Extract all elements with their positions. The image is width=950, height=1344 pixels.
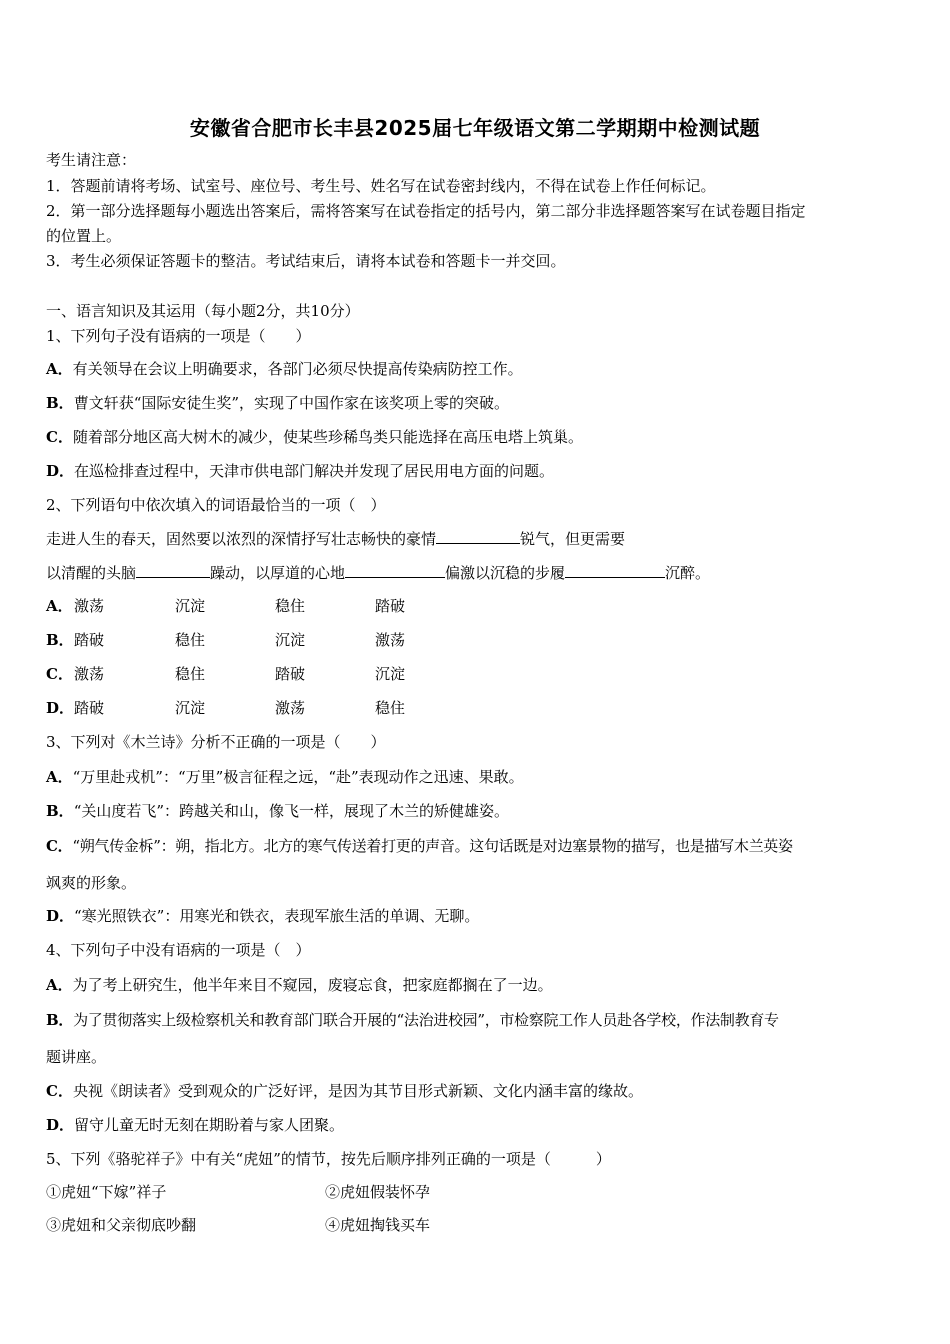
question-5-stem: 5、下列《骆驼祥子》中有关“虎妞”的情节，按先后顺序排列正确的一项是（ ） <box>46 1150 611 1168</box>
passage-text: 走进人生的春天，固然要以浓烈的深情抒写壮志畅快的豪情 <box>46 530 437 548</box>
question-1-option-d <box>46 461 554 481</box>
notice-heading: 考生请注意： <box>46 151 137 169</box>
option-label: C． <box>46 428 73 446</box>
option-word: 激荡 <box>275 699 306 717</box>
option-word: 激荡 <box>74 665 105 683</box>
option-word: 稳住 <box>275 597 306 615</box>
option-word: 沉淀 <box>375 665 406 683</box>
passage-text: 躁动，以厚道的心地 <box>210 564 346 582</box>
option-word: 沉淀 <box>175 699 206 717</box>
question-1-option-b <box>46 393 509 413</box>
fill-blank <box>436 529 520 544</box>
option-word: 沉淀 <box>275 631 306 649</box>
option-word: 踏破 <box>275 665 306 683</box>
question-2-option-b-label: B． <box>46 631 74 649</box>
fill-blank <box>136 563 210 578</box>
option-text: 央视《朗读者》受到观众的广泛好评，是因为其节目形式新颖、文化内涵丰富的缘故。 <box>72 1082 643 1100</box>
question-1-option-a <box>46 359 523 379</box>
question-1-option-c <box>46 427 583 447</box>
question-5-item-1: ①虎妞“下嫁”祥子 <box>46 1183 167 1201</box>
option-text: 有关领导在会议上明确要求，各部门必须尽快提高传染病防控工作。 <box>72 360 523 378</box>
question-2-passage-line-1 <box>46 529 625 549</box>
question-3-option-a <box>46 767 524 787</box>
passage-text: 沉醉。 <box>665 564 711 582</box>
option-word: 踏破 <box>375 597 406 615</box>
option-word: 激荡 <box>74 597 105 615</box>
option-label: C． <box>46 837 73 855</box>
option-text: 留守儿童无时无刻在期盼着与家人团聚。 <box>74 1116 345 1134</box>
option-label: A． <box>46 976 73 994</box>
question-2-stem: 2、下列语句中依次填入的词语最恰当的一项（ ） <box>46 496 386 514</box>
notice-item-3: 3．考生必须保证答题卡的整洁。考试结束后，请将本试卷和答题卡一并交回。 <box>46 252 566 270</box>
question-4-option-c <box>46 1081 643 1101</box>
option-label: D． <box>46 462 75 480</box>
section-heading: 一、语言知识及其运用（每小题2分，共10分） <box>46 302 360 320</box>
question-3-option-c-cont: 飒爽的形象。 <box>46 874 137 892</box>
question-2-option-c-label: C． <box>46 665 73 683</box>
option-label: B． <box>46 802 74 820</box>
question-4-stem: 4、下列句子中没有语病的一项是（ ） <box>46 941 311 959</box>
passage-text: 偏激以沉稳的步履 <box>445 564 566 582</box>
notice-item-2: 2．第一部分选择题每小题选出答案后，需将答案写在试卷指定的括号内，第二部分非选择题答案写在试卷题目指定 <box>46 202 806 220</box>
option-text: 曹文轩获“国际安徒生奖”，实现了中国作家在该奖项上零的突破。 <box>73 394 510 412</box>
option-text: 在巡检排查过程中，天津市供电部门解决并发现了居民用电方面的问题。 <box>74 462 555 480</box>
option-label: B． <box>46 394 74 412</box>
option-word: 稳住 <box>375 699 406 717</box>
option-word: 踏破 <box>74 699 105 717</box>
question-2-option-a-label: A． <box>46 597 73 615</box>
option-label: C． <box>46 1082 73 1100</box>
question-4-option-b <box>46 1010 779 1030</box>
question-2-option-d-label: D． <box>46 699 75 717</box>
option-word: 稳住 <box>175 665 206 683</box>
option-word: 沉淀 <box>175 597 206 615</box>
question-4-option-a <box>46 975 553 995</box>
question-1-stem: 1、下列句子没有语病的一项是（ ） <box>46 327 311 345</box>
passage-text: 锐气，但更需要 <box>520 530 626 548</box>
notice-item-1: 1．答题前请将考场、试室号、座位号、考生号、姓名写在试卷密封线内，不得在试卷上作任何标记。 <box>46 177 716 195</box>
option-label: A． <box>46 768 73 786</box>
question-4-option-d <box>46 1115 344 1135</box>
notice-item-2-cont: 的位置上。 <box>46 227 122 245</box>
question-2-passage-line-2 <box>46 563 710 583</box>
question-4-option-b-cont: 题讲座。 <box>46 1048 107 1066</box>
fill-blank <box>345 563 445 578</box>
question-3-option-d <box>46 906 479 926</box>
option-word: 激荡 <box>375 631 406 649</box>
option-label: D． <box>46 1116 75 1134</box>
option-text: 为了贯彻落实上级检察机关和教育部门联合开展的“法治进校园”，市检察院工作人员赴各学校，作法制教育专 <box>73 1011 779 1029</box>
question-5-item-2: ②虎妞假装怀孕 <box>325 1183 431 1201</box>
page-title: 安徽省合肥市长丰县2025届七年级语文第二学期期中检测试题 <box>189 116 761 140</box>
option-text: “万里赴戎机”：“万里”极言征程之远，“赴”表现动作之迅速、果敢。 <box>72 768 524 786</box>
option-text: “朔气传金柝”：朔，指北方。北方的寒气传送着打更的声音。这句话既是对边塞景物的描写，也是描写木兰英姿 <box>72 837 793 855</box>
option-label: D． <box>46 907 75 925</box>
option-word: 稳住 <box>175 631 206 649</box>
fill-blank <box>565 563 665 578</box>
option-label: A． <box>46 360 73 378</box>
option-text: “寒光照铁衣”：用寒光和铁衣，表现军旅生活的单调、无聊。 <box>74 907 480 925</box>
option-text: 为了考上研究生，他半年来目不窥园，废寝忘食，把家庭都搁在了一边。 <box>72 976 553 994</box>
option-text: “关山度若飞”：跨越关和山，像飞一样，展现了木兰的矫健雄姿。 <box>73 802 510 820</box>
option-text: 随着部分地区高大树木的减少，使某些珍稀鸟类只能选择在高压电塔上筑巢。 <box>72 428 583 446</box>
question-3-option-c <box>46 836 793 856</box>
option-word: 踏破 <box>74 631 105 649</box>
question-3-stem: 3、下列对《木兰诗》分析不正确的一项是（ ） <box>46 733 386 751</box>
option-label: B． <box>46 1011 74 1029</box>
question-5-item-4: ④虎妞掏钱买车 <box>325 1216 431 1234</box>
question-3-option-b <box>46 801 509 821</box>
question-5-item-3: ③虎妞和父亲彻底吵翻 <box>46 1216 197 1234</box>
passage-text: 以清醒的头脑 <box>46 564 137 582</box>
